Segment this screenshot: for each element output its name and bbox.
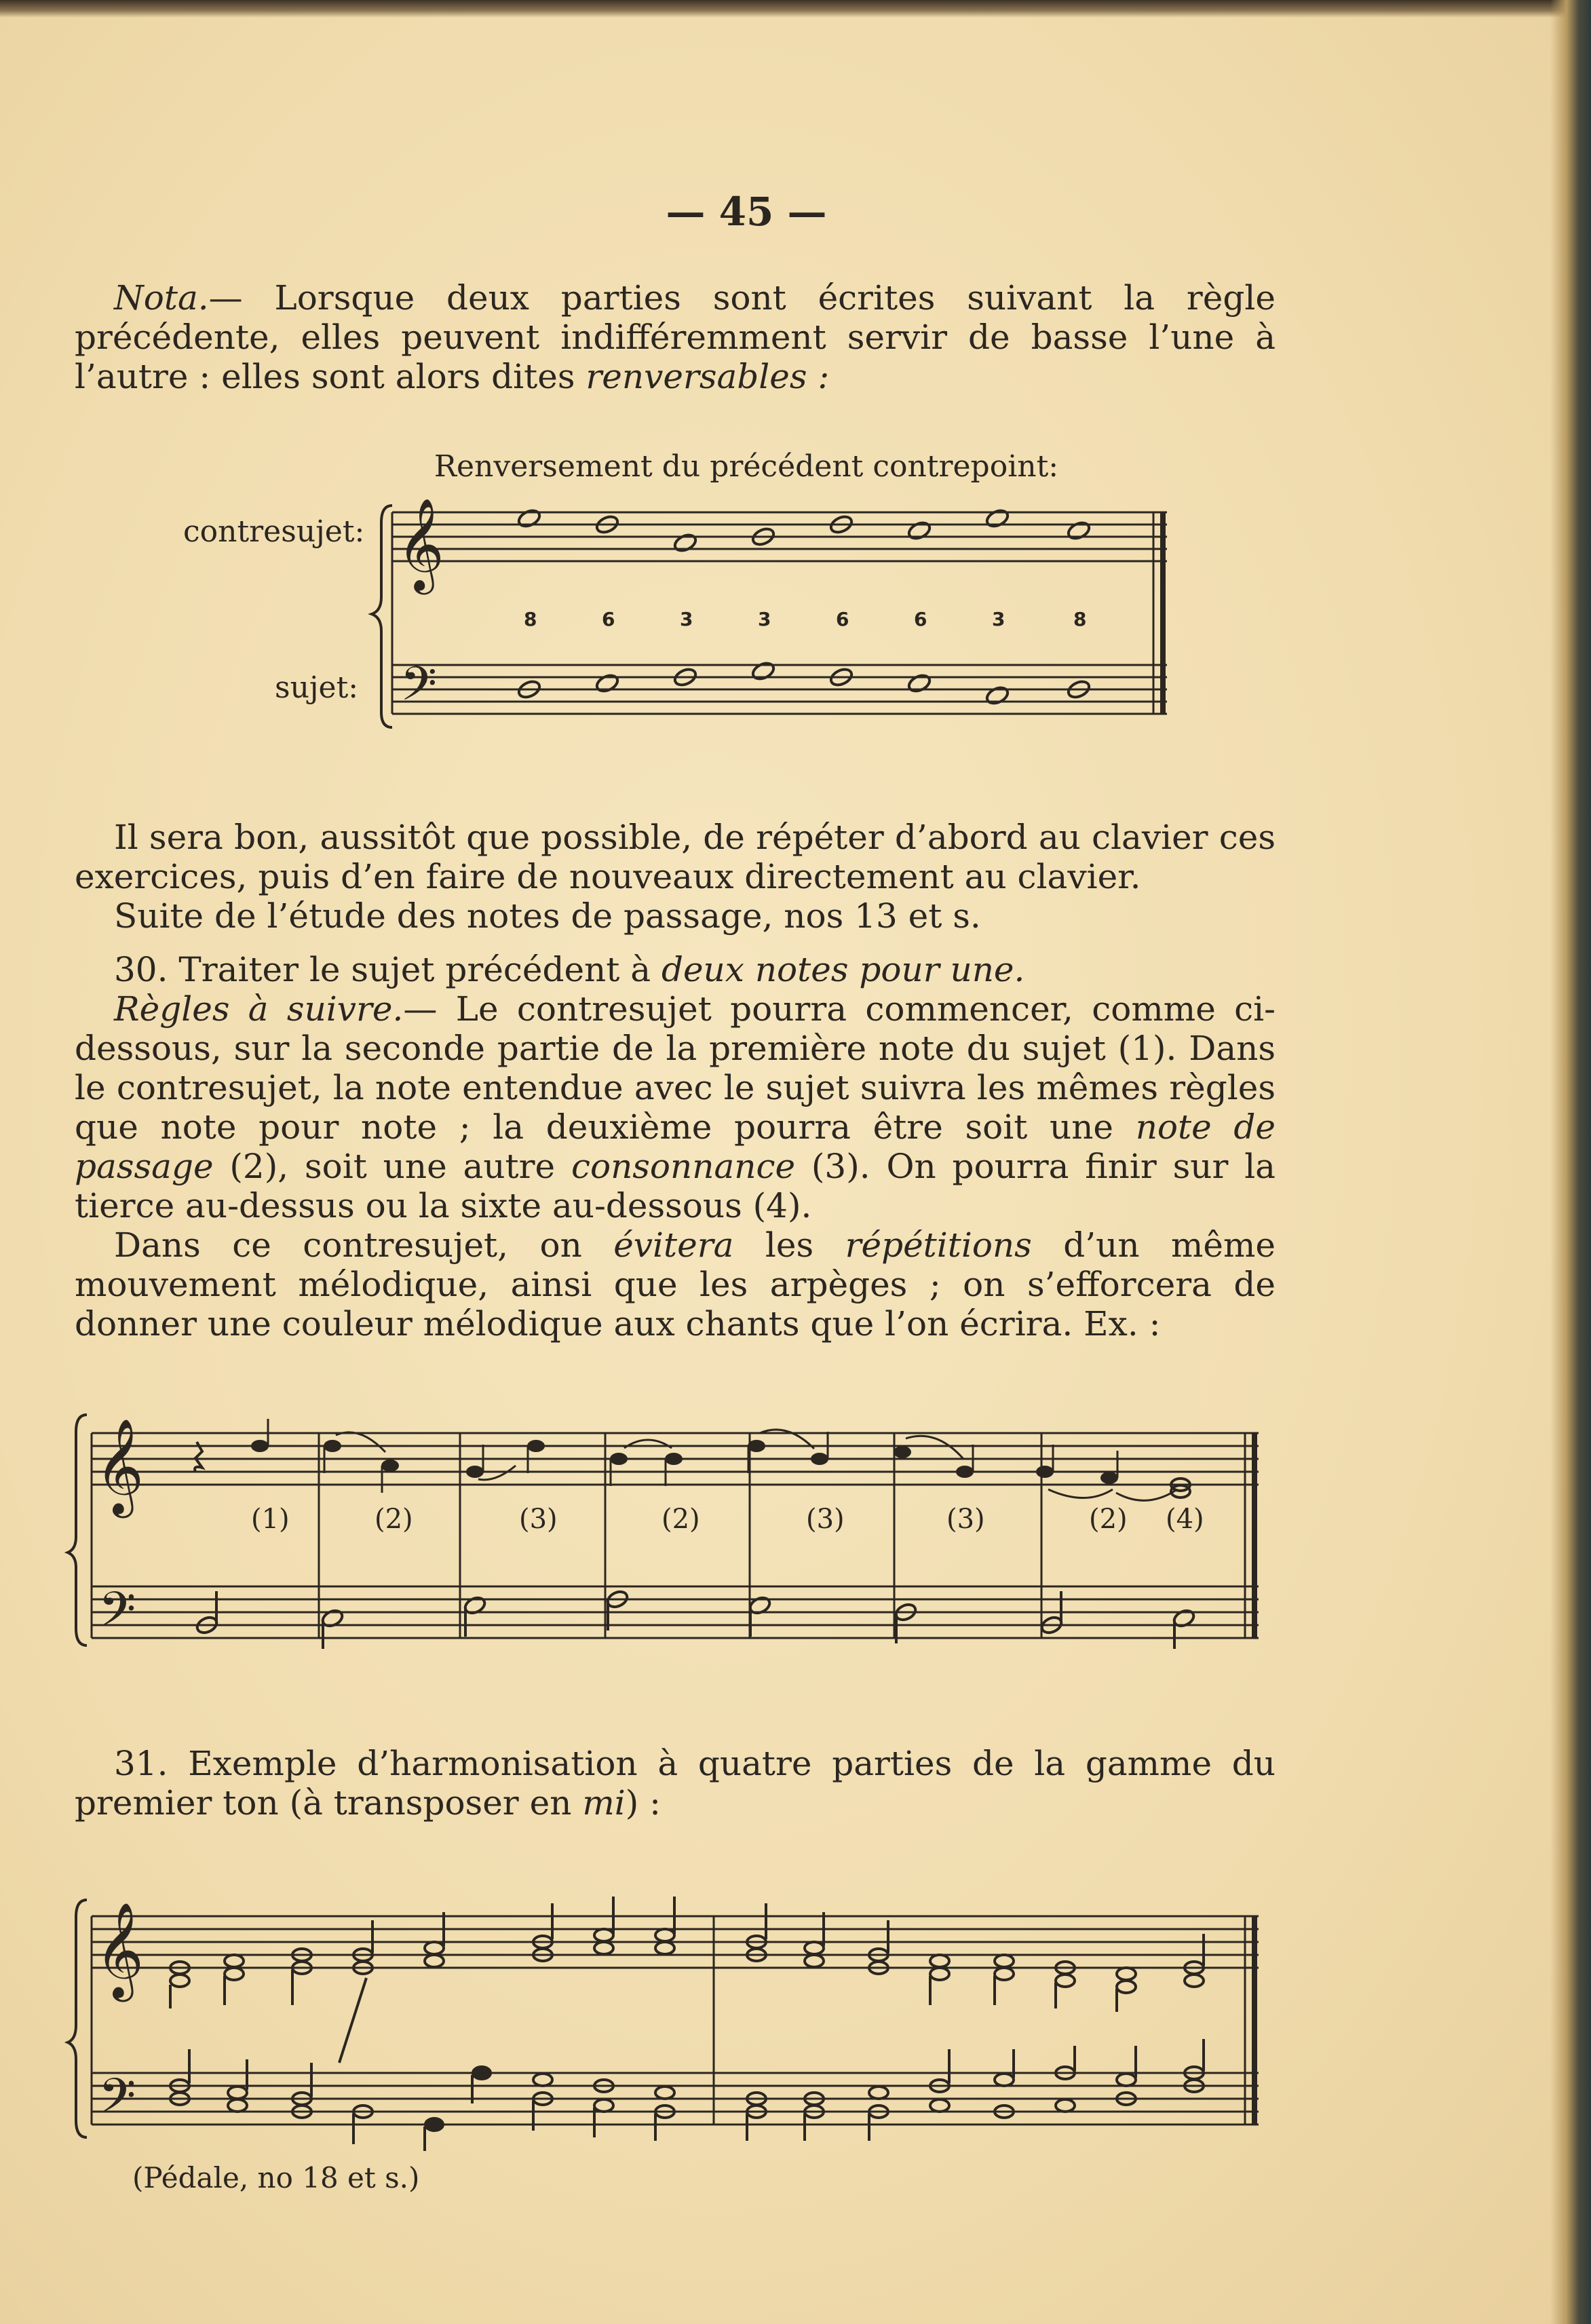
section30-term: deux notes pour une. <box>661 950 1025 989</box>
rules-term-consonnance: consonnance <box>571 1147 796 1186</box>
interval-7: 3 <box>992 608 1005 630</box>
section30-lead: 30. Traiter le sujet précédent à <box>114 950 651 989</box>
interval-1: 8 <box>524 608 537 630</box>
example3-bass-staff <box>92 2073 1259 2125</box>
dans-text-3: d’un même mouvement mélodique, ainsi que les arpèges ; on s’efforcera de donner une couleur mélodique aux chants que l’on écrira. Ex. : <box>75 1225 1276 1344</box>
rules-text-3: (3). On pourra finir sur la tierce au-dessus ou la sixte au-dessous (4). <box>75 1147 1276 1225</box>
interval-4: 3 <box>758 608 771 630</box>
section-30 <box>75 950 1276 1344</box>
annotation-4: (2) <box>662 1504 700 1535</box>
annotation-1: (1) <box>251 1504 290 1535</box>
interval-3: 3 <box>680 608 693 630</box>
pedale-note: (Pédale, no 18 et s.) <box>132 2161 420 2194</box>
rules-text-2: (2), soit une autre <box>229 1147 556 1186</box>
annotation-2: (2) <box>375 1504 413 1535</box>
example2-bass-notes <box>195 1589 1196 1649</box>
rules-text-1: — Le contresujet pourra commencer, comme ci-dessous, sur la seconde partie de la première note du sujet (1). Dans le contresujet, la note entendue avec le sujet suivra les mêmes règles que note pour note ; la deuxième pourra être soit une <box>75 989 1276 1147</box>
annotation-7: (2) <box>1089 1504 1128 1535</box>
interval-5: 6 <box>836 608 849 630</box>
example1-brace <box>372 506 392 727</box>
example2-bass-staff <box>92 1586 1259 1638</box>
nota-label: Nota. <box>114 278 209 318</box>
bass-clef-icon: 𝄢 <box>98 2068 136 2136</box>
nota-text: — Lorsque deux parties sont écrites suivant la règle précédente, elles peuvent indifféremment servir de basse l’une à l’autre : elles sont alors dites <box>75 278 1276 396</box>
example3-brace <box>68 1900 87 2137</box>
interval-8: 8 <box>1073 608 1087 630</box>
annotation-8: (4) <box>1166 1504 1204 1535</box>
rules-term-passage: note de passage <box>75 1107 1276 1186</box>
section-31 <box>75 1744 1276 1823</box>
example1-bass-notes <box>516 660 1091 706</box>
dans-text-2: les <box>765 1225 814 1265</box>
page-number: — 45 — <box>666 189 827 235</box>
treble-clef-icon: 𝄞 <box>95 1417 145 1514</box>
section31-text: 31. Exemple d’harmonisation à quatre parties de la gamme du premier ton (à transposer en <box>75 1744 1276 1823</box>
voice-crossing-line <box>339 1978 366 2063</box>
example1-treble-staff <box>392 512 1167 561</box>
treble-clef-icon: 𝄞 <box>95 1901 145 1998</box>
treble-clef-icon: 𝄞 <box>397 497 444 590</box>
example1-intervals <box>524 608 1086 630</box>
section31-term: mi <box>582 1783 626 1823</box>
example1-caption: Renversement du précédent contrepoint: <box>434 449 1059 484</box>
example2-brace <box>68 1415 87 1645</box>
annotation-5: (3) <box>806 1504 845 1535</box>
dans-term-evitera: évitera <box>613 1225 734 1265</box>
label-contresujet: contresujet: <box>183 514 365 549</box>
clavier-paragraph <box>75 818 1276 936</box>
example2-measure-barlines <box>319 1433 1041 1638</box>
annotation-3: (3) <box>519 1504 558 1535</box>
example1-bass-staff <box>392 665 1167 714</box>
example1-treble-notes <box>516 508 1091 554</box>
rules-label: Règles à suivre. <box>114 989 404 1029</box>
interval-2: 6 <box>602 608 615 630</box>
annotation-6: (3) <box>946 1504 985 1535</box>
passage-reference: Suite de l’étude des notes de passage, nos 13 et s. <box>114 896 981 936</box>
dans-text-1: Dans ce contresujet, on <box>114 1225 582 1265</box>
interval-6: 6 <box>914 608 927 630</box>
dans-term-repetitions: répétitions <box>845 1225 1032 1265</box>
section31-end: ) : <box>625 1783 661 1823</box>
example3-bass-chords <box>170 2039 1204 2151</box>
bass-clef-icon: 𝄢 <box>98 1582 136 1650</box>
nota-term: renversables : <box>586 357 830 396</box>
example2-annotations <box>251 1504 1204 1535</box>
clavier-text: Il sera bon, aussitôt que possible, de répéter d’abord au clavier ces exercices, puis d’en faire de nouveaux directement au clavier. <box>75 818 1276 896</box>
label-sujet: sujet: <box>275 670 359 705</box>
bass-clef-icon: 𝄢 <box>400 656 438 723</box>
